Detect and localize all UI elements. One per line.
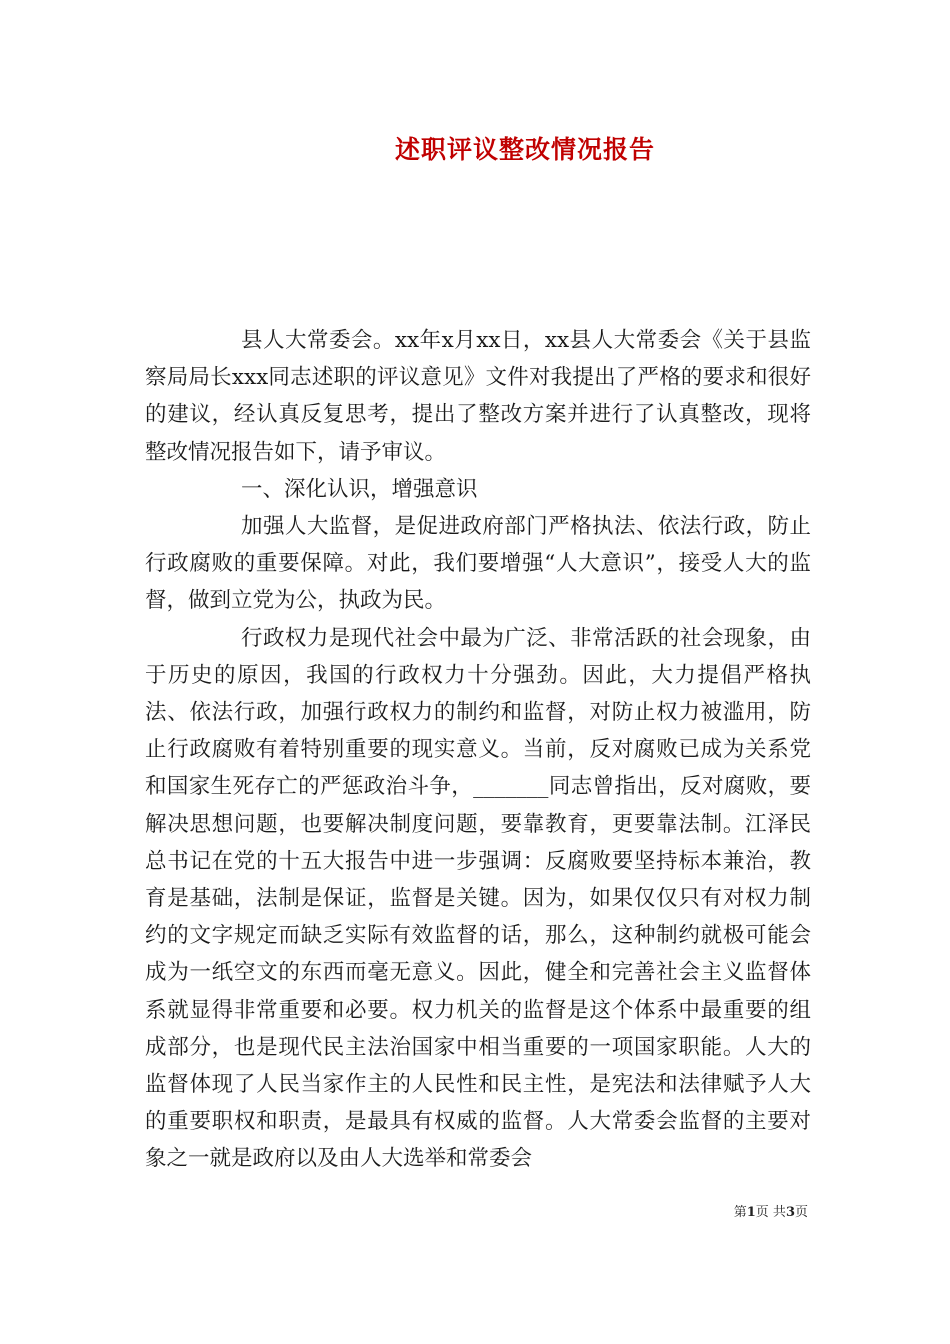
section-heading: 一、深化认识，增强意识 <box>241 476 478 502</box>
document-body <box>145 322 811 1178</box>
footer-total-pages: 3 <box>785 1205 795 1220</box>
page-title: 述职评议整改情况报告 <box>394 135 655 164</box>
page-footer <box>0 1204 808 1222</box>
paragraph-intro: 县人大常委会。xx年x月xx日，xx县人大常委会《关于县监察局局长xxx同志述职的评议意见》文件对我提出了严格的要求和很好的建议，经认真反复思考，提出了整改方案并进行了认真整改，现将整改情况报告如下，请予审议。 <box>145 328 811 465</box>
footer-middle: 页 共 <box>755 1205 786 1220</box>
paragraph-administrative-power: 行政权力是现代社会中最为广泛、非常活跃的社会现象，由于历史的原因，我国的行政权力十分强劲。因此，大力提倡严格执法、依法行政，加强行政权力的制约和监督，对防止权力被滥用，防止行政腐败有着特别重要的现实意义。当前，反对腐败已成为关系党和国家生死存亡的严惩政治斗争，_______同志曾指出，反对腐败，要解决思想问题，也要解决制度问题，要靠教育，更要靠法制。江泽民总书记在党的十五大报告中进一步强调：反腐败要坚持标本兼治，教育是基础，法制是保证，监督是关键。因为，如果仅仅只有对权力制约的文字规定而缺乏实际有效监督的话，那么，这种制约就极可能会成为一纸空文的东西而毫无意义。因此，健全和完善社会主义监督体系就显得非常重要和必要。权力机关的监督是这个体系中最重要的组成部分，也是现代民主法治国家中相当重要的一项国家职能。人大的监督体现了人民当家作主的人民性和民主性，是宪法和法律赋予人大的重要职权和职责，是最具有权威的监督。人大常委会监督的主要对象之一就是政府以及由人大选举和常委会 <box>145 625 811 1172</box>
footer-suffix: 页 <box>794 1205 808 1220</box>
footer-prefix: 第 <box>733 1205 747 1220</box>
paragraph-supervision: 加强人大监督，是促进政府部门严格执法、依法行政，防止行政腐败的重要保障。对此，我们要增强“人大意识”，接受人大的监督，做到立党为公，执政为民。 <box>145 514 811 614</box>
footer-page-number: 1 <box>746 1205 756 1220</box>
